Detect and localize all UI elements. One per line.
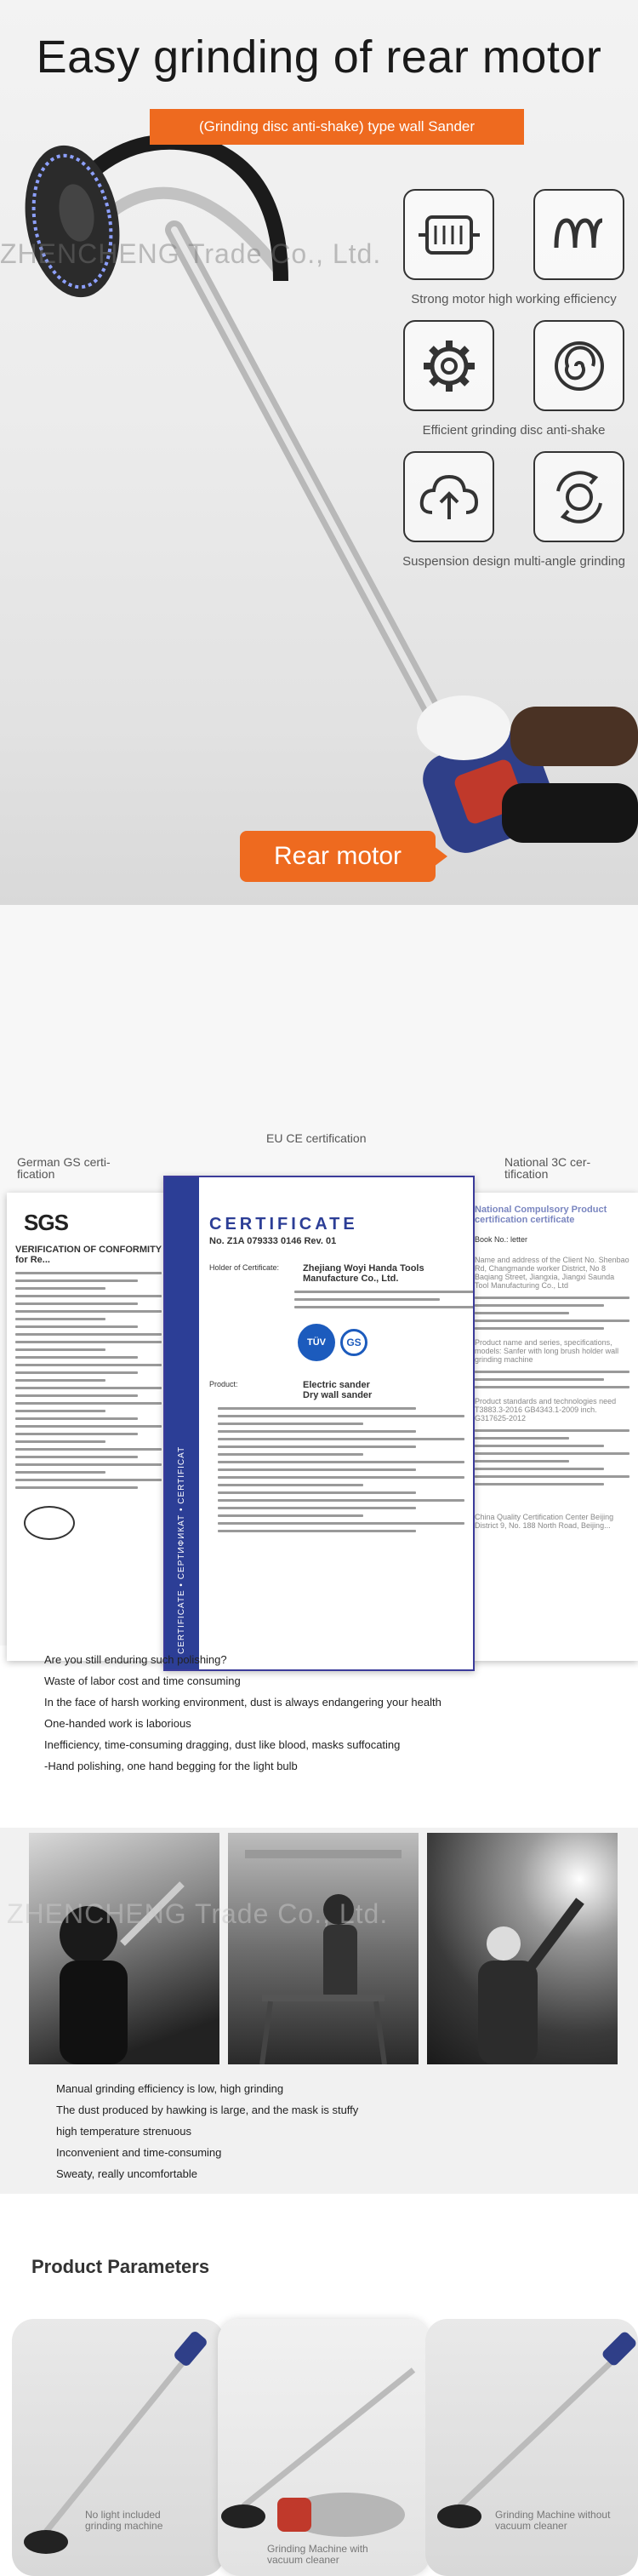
ccc-heading: National Compulsory Product certification certificate (475, 1205, 607, 1225)
spiral-disc-icon (533, 320, 624, 411)
sgs-stamp-icon (24, 1506, 75, 1540)
sander-image (12, 2319, 225, 2576)
feature-caption: Strong motor high working efficiency (411, 292, 617, 306)
feature-grid (403, 189, 631, 582)
list-item: high temperature strenuous (56, 2125, 191, 2138)
list-item: Waste of labor cost and time consuming (44, 1674, 241, 1687)
list-item: Are you still enduring such polishing? (44, 1653, 227, 1666)
ce-side-text: CERTIFICATE • CEPTИФИКАТ • CERTIFICAT (177, 1445, 186, 1654)
feature-row (403, 189, 631, 280)
sander-image (218, 2319, 430, 2576)
gs-heading: VERIFICATION OF CONFORMITY for Re... (15, 1245, 162, 1265)
product-card-no-light (12, 2319, 225, 2576)
ccc-footer: China Quality Certification Center Beijing District 9, No. 188 North Road, Beijing... (475, 1513, 614, 1530)
sgs-logo: SGS (24, 1210, 68, 1235)
list-item: The dust produced by hawking is large, and the mask is stuffy (56, 2104, 359, 2116)
gs-logo: GS (340, 1329, 367, 1356)
product-caption: Grinding Machine with vacuum cleaner (267, 2543, 368, 2566)
ccc-client: Name and address of the Client No. Shenbao Rd, Changmande worker District, No 8 Baqiang Street, Jiangxia, Jiangxi Saunda Tool Manufacturing Co., Ltd (475, 1256, 629, 1290)
ccc-standards: Product standards and technologies need T3883.3-2016 GB4343.1-2009 inch. G317625-2012 (475, 1397, 617, 1423)
ce-heading: CERTIFICATE (209, 1215, 358, 1234)
worker-photo-1 (29, 1833, 219, 2064)
ce-holder: Zhejiang Woyi Handa Tools Manufacture Co., Ltd. (303, 1263, 424, 1284)
ccc-product: Product name and series, specifications, models: Sanfer with long brush holder wall grinding machine (475, 1338, 619, 1364)
watermark: ZHENCHENG Trade Co., Ltd. (0, 238, 382, 269)
ce-holder-label: Holder of Certificate: (209, 1263, 280, 1272)
worker-photo-3 (427, 1833, 618, 2064)
eu-cert-label: EU CE certification (266, 1131, 367, 1145)
hero-section (0, 0, 638, 905)
product-card-without-vacuum (425, 2319, 638, 2576)
product-card-with-vacuum (218, 2319, 430, 2576)
certification-section (0, 905, 638, 1654)
watermark: ZHENCHENG Trade Co., Ltd. (7, 1898, 389, 1929)
sander-image (425, 2319, 638, 2576)
rear-motor-badge: Rear motor (240, 831, 436, 882)
list-item: -Hand polishing, one hand begging for the light bulb (44, 1760, 298, 1772)
product-type-banner: (Grinding disc anti-shake) type wall Sander (150, 109, 524, 145)
gs-certificate (7, 1193, 170, 1661)
manual-work-problems-list (56, 2078, 601, 2184)
ccc-book-number: Book No.: letter (475, 1235, 528, 1244)
product-parameters-title: Product Parameters (31, 2256, 210, 2277)
gear-icon (403, 320, 494, 411)
tuv-logo: TÜV (298, 1324, 335, 1361)
list-item: Sweaty, really uncomfortable (56, 2167, 197, 2180)
gs-cert-label: German GS certi- fication (17, 1155, 111, 1181)
feature-row (403, 320, 631, 411)
list-item: One-handed work is laborious (44, 1717, 191, 1730)
ce-certificate (163, 1176, 475, 1671)
worker-photo-2 (228, 1833, 419, 2064)
pain-points-list (44, 1649, 623, 1777)
list-item: Manual grinding efficiency is low, high grinding (56, 2082, 284, 2095)
product-caption: Grinding Machine without vacuum cleaner (495, 2509, 611, 2532)
rotate-arrows-icon (533, 451, 624, 542)
list-item: Inconvenient and time-consuming (56, 2146, 222, 2159)
ce-product-label: Product: (209, 1380, 238, 1388)
feature-caption: Efficient grinding disc anti-shake (422, 423, 606, 438)
ccc-cert-label: National 3C cer- tification (504, 1155, 591, 1181)
list-item: Inefficiency, time-consuming dragging, dust like blood, masks suffocating (44, 1738, 401, 1751)
ccc-certificate (466, 1193, 638, 1661)
ce-product: Electric sander Dry wall sander (303, 1380, 373, 1400)
motor-icon (403, 189, 494, 280)
ce-number: No. Z1A 079333 0146 Rev. 01 (209, 1236, 337, 1246)
coil-icon (533, 189, 624, 280)
feature-caption: Suspension design multi-angle grinding (402, 554, 625, 569)
list-item: In the face of harsh working environment, dust is always endangering your health (44, 1696, 441, 1709)
product-caption: No light included grinding machine (85, 2509, 163, 2532)
cloud-upload-icon (403, 451, 494, 542)
feature-row (403, 451, 631, 542)
page-title: Easy grinding of rear motor (36, 31, 602, 83)
